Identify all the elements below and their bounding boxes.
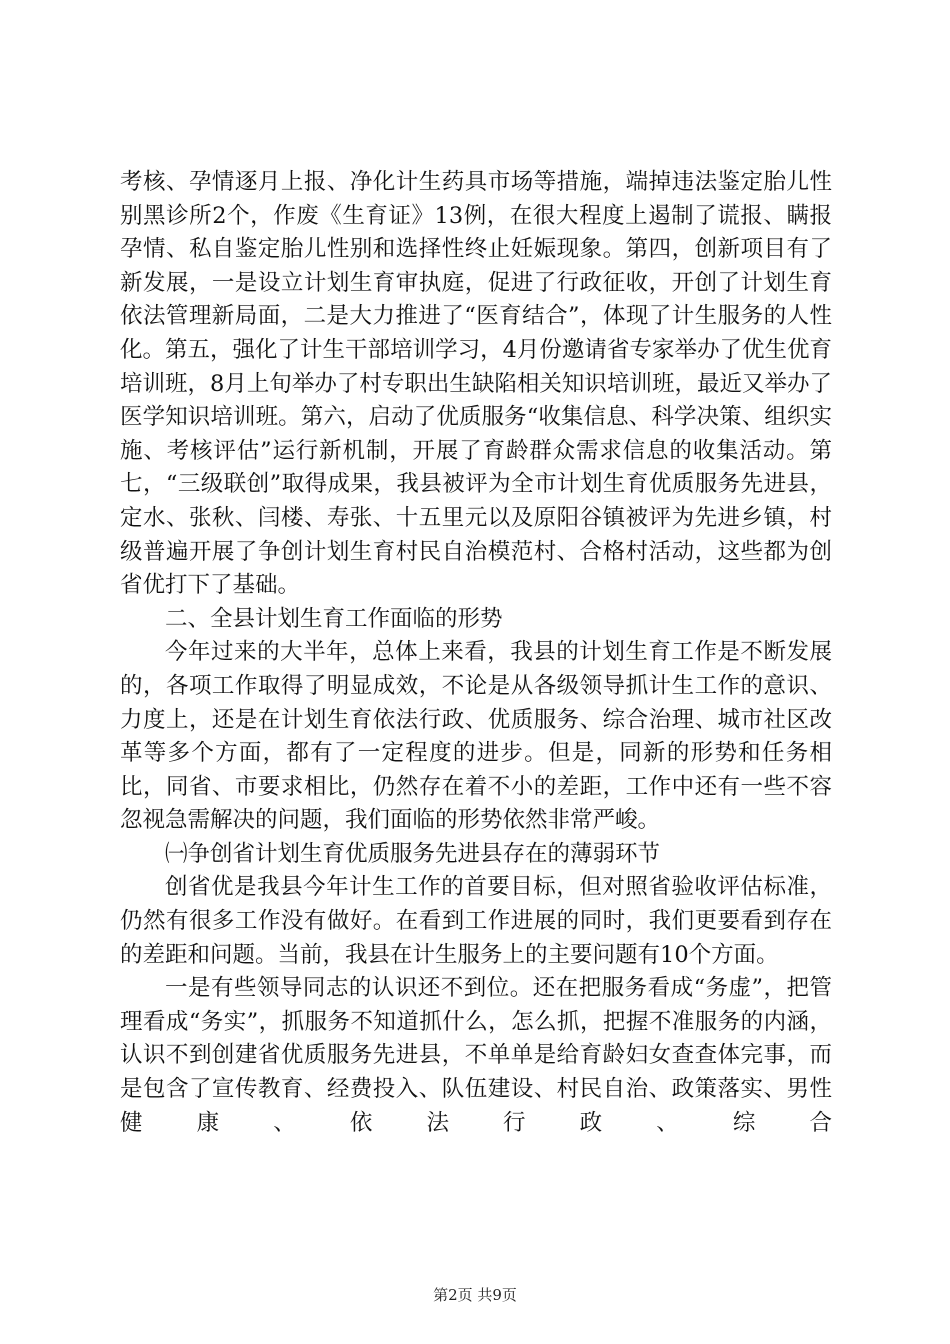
paragraph: 今年过来的大半年，总体上来看，我县的计划生育工作是不断发展的，各项工作取得了明显成效，不论是从各级领导抓计生工作的意识、力度上，还是在计划生育依法行政、优质服务、综合治理、城市社区改革等多个方面，都有了一定程度的进步。但是，同新的形势和任务相比，同省、市要求相比，仍然存在着不小的差距，工作中还有一些不容忽视急需解决的问题，我们面临的形势依然非常严峻。: [120, 639, 832, 834]
paragraph: 创省优是我县今年计生工作的首要目标，但对照省验收评估标准，仍然有很多工作没有做好。在看到工作进展的同时，我们更要看到存在的差距和问题。当前，我县在计生服务上的主要问题有10个方面。: [120, 874, 832, 968]
body-text: [120, 166, 832, 1140]
subsection-heading: ㈠争创省计划生育优质服务先进县存在的薄弱环节: [165, 840, 661, 867]
paragraph: 一是有些领导同志的认识还不到位。还在把服务看成“务虚”，把管理看成“务实”，抓服务不知道抓什么，怎么抓，把握不准服务的内涵，认识不到创建省优质服务先进县，不单单是给育龄妇女查查体完事，而是包含了宣传教育、经费投入、队伍建设、村民自治、政策落实、男性健康、依法行政、综合: [120, 975, 832, 1136]
paragraph-continuation: 考核、孕情逐月上报、净化计生药具市场等措施，端掉违法鉴定胎儿性别黑诊所2个，作废《生育证》13例，在很大程度上遏制了谎报、瞒报孕情、私自鉴定胎儿性别和选择性终止妊娠现象。第四，创新项目有了新发展，一是设立计划生育审执庭，促进了行政征收，开创了计划生育依法管理新局面，二是大力推进了“医育结合”，体现了计生服务的人性化。第五，强化了计生干部培训学习，4月份邀请省专家举办了优生优育培训班，8月上旬举办了村专职出生缺陷相关知识培训班，最近又举办了医学知识培训班。第六，启动了优质服务“收集信息、科学决策、组织实施、考核评估”运行新机制，开展了育龄群众需求信息的收集活动。第七，“三级联创”取得成果，我县被评为全市计划生育优质服务先进县，定水、张秋、闫楼、寿张、十五里元以及原阳谷镇被评为先进乡镇，村级普遍开展了争创计划生育村民自治模范村、合格村活动，这些都为创省优打下了基础。: [120, 169, 832, 599]
section-heading: 二、全县计划生育工作面临的形势: [165, 605, 503, 632]
page-footer: 第2页 共9页: [433, 1286, 517, 1304]
